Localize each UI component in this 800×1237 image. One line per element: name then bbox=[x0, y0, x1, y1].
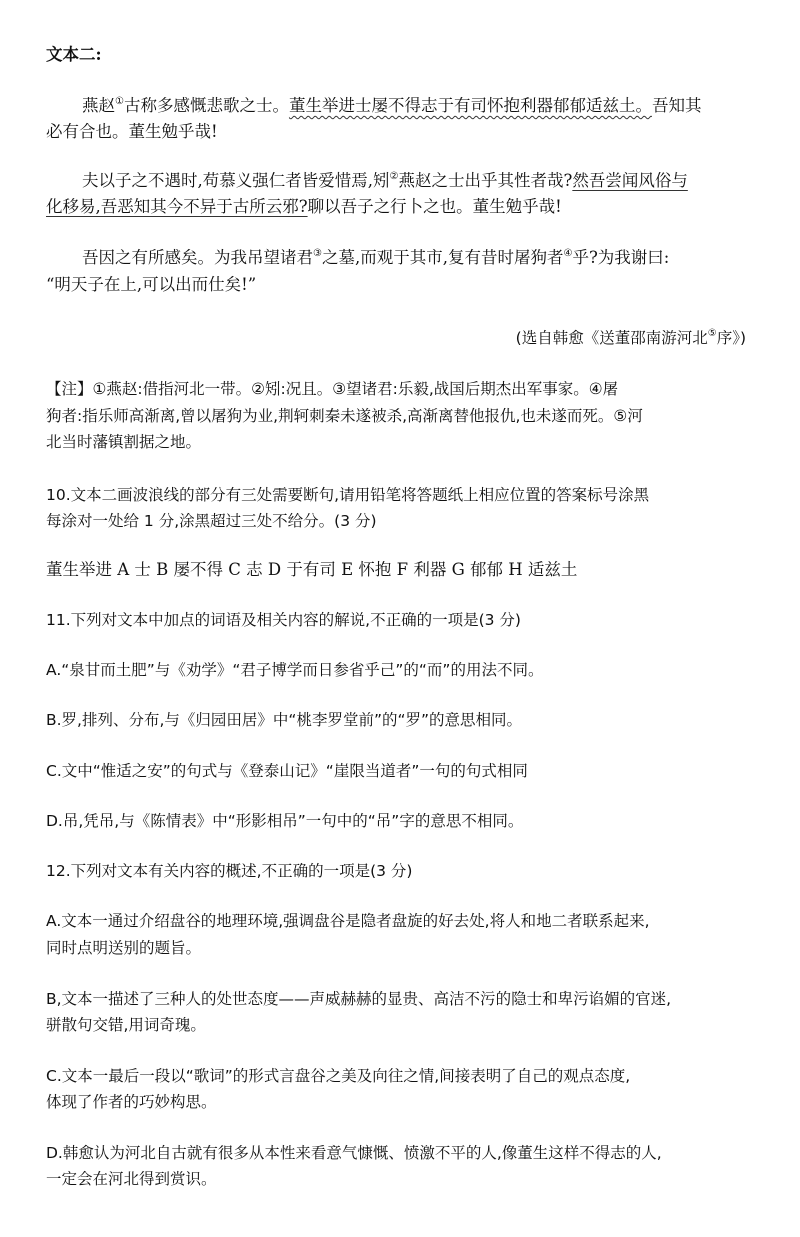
section-heading: 文本二: bbox=[46, 45, 102, 64]
question-10-line2: 每涂对一处给 1 分,涂黑超过三处不给分。(3 分) bbox=[46, 512, 377, 530]
p3-text-b: 之墓,而观于其市,复有昔时屠狗者 bbox=[321, 248, 564, 267]
question-11-stem: 11.下列对文本中加点的词语及相关内容的解说,不正确的一项是(3 分) bbox=[46, 611, 521, 629]
p2-text-a: 夫以子之不遇时,苟慕义强仁者皆爱惜焉,矧 bbox=[82, 171, 390, 190]
question-10-line1: 10.文本二画波浪线的部分有三处需要断句,请用铅笔将答题纸上相应位置的答案标号涂黑 bbox=[46, 486, 650, 504]
question-12-option-c-line1: C.文本一最后一段以“歌词”的形式言盘谷之美及向往之情,间接表明了自己的观点态度, bbox=[46, 1067, 631, 1085]
passage-p3-line1 bbox=[82, 247, 669, 269]
question-11-option-d: D.吊,凭吊,与《陈情表》中“形影相吊”一句中的“吊”字的意思不相同。 bbox=[46, 812, 524, 830]
note-mark-2: ② bbox=[389, 171, 399, 182]
question-12-option-a-line2: 同时点明送别的题旨。 bbox=[46, 939, 202, 957]
source-text-a: (选自韩愈《送董邵南游河北 bbox=[515, 329, 708, 347]
notes-line2: 狗者:指乐师高渐离,曾以屠狗为业,荆轲刺秦未遂被杀,高渐离替他报仇,也未遂而死。⑤河 bbox=[46, 407, 643, 425]
source-text-b: 序》) bbox=[716, 329, 746, 347]
passage-p2-line1 bbox=[82, 170, 688, 192]
question-11-option-b: B.罗,排列、分布,与《归园田居》中“桃李罗堂前”的“罗”的意思相同。 bbox=[46, 711, 523, 729]
question-12-option-b-line2: 骈散句交错,用词奇瑰。 bbox=[46, 1016, 206, 1034]
question-12-option-b-line1: B,文本一描述了三种人的处世态度——声威赫赫的显贵、高洁不污的隐士和卑污谄媚的官迷, bbox=[46, 990, 671, 1008]
question-12-option-a-line1: A.文本一通过介绍盘谷的地理环境,强调盘谷是隐者盘旋的好去处,将人和地二者联系起来, bbox=[46, 912, 650, 930]
note-mark-3: ③ bbox=[313, 248, 322, 259]
question-12-option-c-line2: 体现了作者的巧妙构思。 bbox=[46, 1093, 217, 1111]
note-mark-1: ① bbox=[115, 96, 124, 107]
p2-text-b: 燕赵之士出乎其性者哉? bbox=[398, 171, 573, 190]
question-12-option-d-line2: 一定会在河北得到赏识。 bbox=[46, 1170, 217, 1188]
source-citation bbox=[516, 327, 746, 349]
p3-text-c: 乎?为我谢曰: bbox=[572, 248, 670, 267]
passage-p1-line1 bbox=[82, 95, 701, 117]
question-11-option-a: A.“泉甘而土肥”与《劝学》“君子博学而日参省乎己”的“而”的用法不同。 bbox=[46, 661, 544, 679]
p2-text-c: 聊以吾子之行卜之也。董生勉乎哉! bbox=[307, 197, 562, 216]
underlined-text-2: 化移易,吾恶知其今不异于古所云邪? bbox=[46, 197, 308, 216]
question-11-option-c: C.文中“惟适之安”的句式与《登泰山记》“崖限当道者”一句的句式相同 bbox=[46, 762, 528, 780]
note-mark-5: ⑤ bbox=[707, 328, 717, 339]
p3-text-a: 吾因之有所感矣。为我吊望诸君 bbox=[82, 248, 313, 267]
wavy-underlined-text: 董生举进士屡不得志于有司怀抱利器郁郁适兹土。 bbox=[288, 96, 652, 115]
question-10-options: 董生举进 A 士 B 屡不得 C 志 D 于有司 E 怀抱 F 利器 G 郁郁 H 适兹土 bbox=[46, 560, 578, 579]
notes-line3: 北当时藩镇割据之地。 bbox=[46, 433, 202, 451]
passage-p1-line2: 必有合也。董生勉乎哉! bbox=[46, 122, 218, 141]
notes-line1: 【注】①燕赵:借指河北一带。②矧:况且。③望诸君:乐毅,战国后期杰出军事家。④屠 bbox=[46, 380, 619, 398]
question-12-stem: 12.下列对文本有关内容的概述,不正确的一项是(3 分) bbox=[46, 862, 413, 880]
passage-p3-line2: “明天子在上,可以出而仕矣!” bbox=[46, 275, 257, 294]
question-12-option-d-line1: D.韩愈认为河北自古就有很多从本性来看意气慷慨、愤激不平的人,像董生这样不得志的人, bbox=[46, 1144, 662, 1162]
passage-p2-line2 bbox=[46, 196, 562, 218]
p1-text-b: 古称多感慨悲歌之士。 bbox=[123, 96, 289, 115]
p1-text-a: 燕赵 bbox=[82, 96, 115, 115]
note-mark-4: ④ bbox=[563, 248, 573, 259]
p1-text-c: 吾知其 bbox=[651, 96, 702, 115]
underlined-text-1: 然吾尝闻风俗与 bbox=[572, 171, 688, 190]
